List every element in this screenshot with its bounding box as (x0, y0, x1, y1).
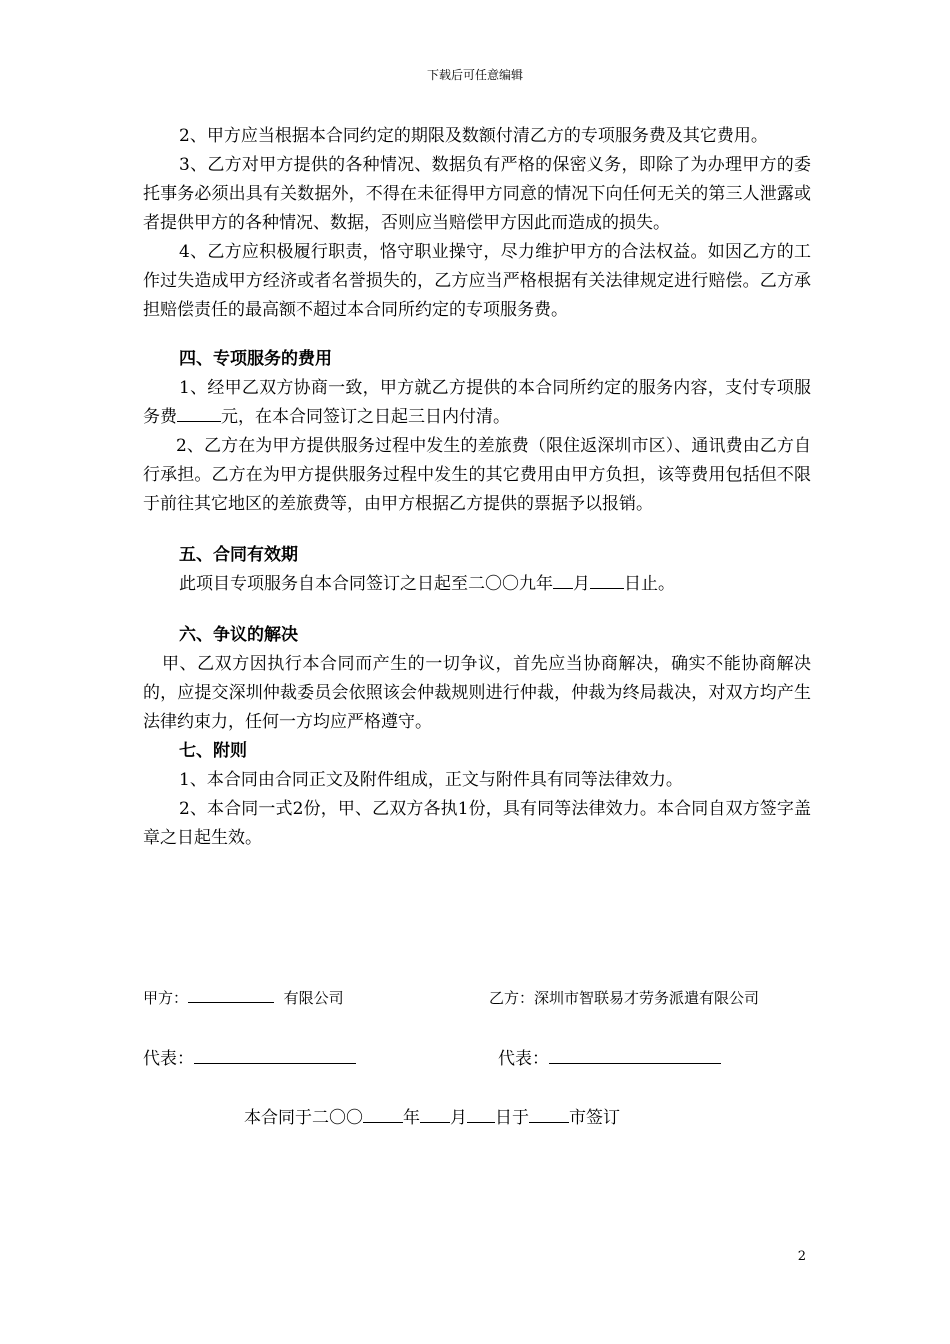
party-a-blank (188, 988, 274, 1003)
section-5-title: 五、合同有效期 (179, 545, 298, 565)
section-4-title: 四、专项服务的费用 (179, 349, 332, 369)
section-6-item-1: 甲、乙双方因执行本合同而产生的一切争议，首先应当协商解决，确实不能协商解决的，应提交深圳仲裁委员会依照该会仲裁规则进行仲裁，仲裁为终局裁决，对双方均产生法律约束力，任何一方均应严格遵守。 (143, 654, 811, 732)
fee-blank (177, 403, 221, 422)
section-4-item-2: 2、乙方在为甲方提供服务过程中发生的差旅费（限住返深圳市区）、通讯费由乙方自行承担。乙方在为甲方提供服务过程中发生的其它费用由甲方负担，该等费用包括但不限于前往其它地区的差旅费等，由甲方根据乙方提供的票据予以报销。 (143, 436, 811, 514)
clause-3-item-4: 4、乙方应积极履行职责，恪守职业操守，尽力维护甲方的合法权益。如因乙方的工作过失造成甲方经济或者名誉损失的，乙方应当严格根据有关法律规定进行赔偿。乙方承担赔偿责任的最高额不超过本合同所约定的专项服务费。 (143, 242, 811, 320)
section-7-item-2: 2、本合同一式2份，甲、乙双方各执1份，具有同等法律效力。本合同自双方签字盖章之日起生效。 (143, 799, 811, 848)
clause-3-item-2: 2、甲方应当根据本合同约定的期限及数额付清乙方的专项服务费及其它费用。 (179, 126, 768, 146)
rep-b-blank (549, 1045, 721, 1064)
section-7-title: 七、附则 (179, 741, 247, 761)
day-blank (590, 570, 624, 589)
section-7-item-1: 1、本合同由合同正文及附件组成，正文与附件具有同等法律效力。 (179, 770, 683, 790)
clause-3-item-3: 3、乙方对甲方提供的各种情况、数据负有严格的保密义务，即除了为办理甲方的委托事务必须出具有关数据外，不得在未征得甲方同意的情况下向任何无关的第三人泄露或者提供甲方的各种情况、数据，否则应当赔偿甲方因此而造成的损失。 (143, 155, 811, 233)
rep-a-line: 代表： (143, 1044, 356, 1069)
party-b-line: 乙方：深圳市智联易才劳务派遣有限公司 (489, 989, 760, 1007)
month-blank (553, 570, 573, 589)
section-4-item-1: 1、经甲乙双方协商一致，甲方就乙方提供的本合同所约定的服务内容，支付专项服务费 元，在本合同签订之日起三日内付清。 (143, 378, 811, 427)
page-header: 下载后可任意编辑 (426, 68, 523, 82)
page-number: 2 (797, 1249, 806, 1264)
section-6-title: 六、争议的解决 (179, 625, 298, 645)
signing-line: 本合同于二〇〇 年 月 日于 市签订 (244, 1103, 620, 1128)
section-5-item-1: 此项目专项服务自本合同签订之日起至二〇〇九年 月 日止。 (143, 570, 811, 599)
rep-a-blank (194, 1045, 356, 1064)
contract-body (143, 122, 811, 853)
party-a-line: 甲方： 有限公司 (143, 989, 344, 1007)
rep-b-line: 代表： (498, 1044, 721, 1069)
